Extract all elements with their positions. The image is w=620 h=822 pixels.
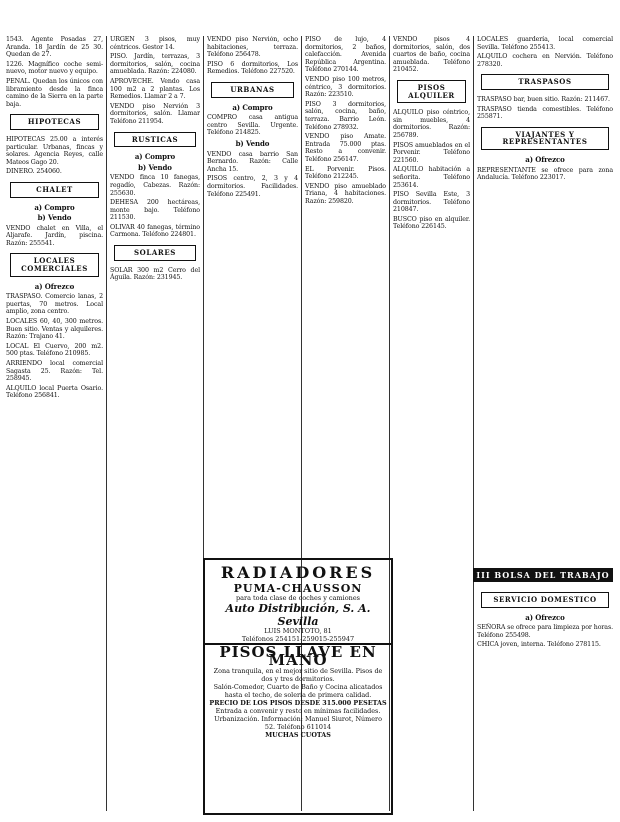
classified-ad: APROVECHE. Vendo casa 100 m2 a 2 plantas. Los Remedios. Llamar 2 a 7. bbox=[110, 77, 200, 101]
column-rule bbox=[106, 36, 107, 811]
classified-ad: PISO. Jardín, terrazas, 3 dormitorios, salón, cocina amueblada. Razón: 224080. bbox=[110, 53, 200, 76]
pisos-llave-ad bbox=[203, 643, 393, 815]
classified-ad: COMPRO casa antigua centro Sevilla. Urgente. Teléfono 214825. bbox=[207, 114, 298, 137]
subheading: a) Compro bbox=[134, 152, 176, 162]
classified-ad: VENDO piso amueblado Triana, 4 habitaciones. Razón: 259820. bbox=[305, 182, 386, 205]
classified-ad: ALQUILO habitación a señorita. Teléfono 253614. bbox=[393, 166, 470, 189]
column-5 bbox=[393, 36, 470, 551]
subheading: a) Ofrezco bbox=[525, 612, 565, 622]
section-header-urbanas: URBANAS bbox=[211, 82, 294, 98]
classified-ad: VENDO piso 100 metros, céntrico, 3 dormitorios. Razón: 223510. bbox=[305, 75, 386, 99]
section-header-servicio-domestico: SERVICIO DOMESTICO bbox=[481, 592, 609, 608]
column-1 bbox=[6, 36, 103, 811]
classified-ad: PISOS centro, 2, 3 y 4 dormitorios. Facilidades. Teléfono 225491. bbox=[207, 175, 298, 198]
classified-ad: DEHESA 200 hectáreas, monte bajo. Teléfono 211530. bbox=[110, 199, 200, 222]
ad-line: Entrada a convenir y resto en mínimas facilidades. bbox=[215, 707, 381, 715]
section-header-pisos-alquiler: PISOS ALQUILER bbox=[397, 80, 466, 103]
classified-ad: VENDO piso Nervión, ocho habitaciones, terraza. Teléfono 256478. bbox=[207, 36, 298, 59]
classified-ad: VENDO piso Amate. Entrada 75.000 ptas. Resto a convenir. Teléfono 256147. bbox=[305, 133, 386, 163]
section-header-solares: SOLARES bbox=[114, 245, 196, 261]
classified-ad: SOLAR 300 m2 Cerro del Águila. Razón: 231945. bbox=[110, 266, 200, 282]
classified-ad: LOCAL El Cuervo, 200 m2. 500 ptas. Teléfono 210985. bbox=[6, 342, 103, 358]
classifieds-page bbox=[6, 6, 614, 816]
ad-price: PRECIO DE LOS PISOS DESDE 315.000 PESETAS bbox=[209, 699, 387, 707]
classified-ad: LOCALES 60, 40, 300 metros. Buen sitio. Ventas y alquileres. Razón: Trajano 41. bbox=[6, 318, 103, 341]
classified-ad: TRASPASO bar, buen sitio. Razón: 211467. bbox=[477, 95, 610, 103]
classified-ad: SEÑORA se ofrece para limpieza por horas. Teléfono 255498. bbox=[477, 624, 613, 639]
ad-brand: PUMA-CHAUSSON bbox=[233, 582, 363, 595]
column-6-lower bbox=[477, 586, 613, 811]
section-header-viajantes: VIAJANTES Y REPRESENTANTES bbox=[481, 127, 609, 150]
classified-ad: DINERO. 254060. bbox=[6, 168, 62, 176]
column-3 bbox=[207, 36, 298, 551]
subheading: a) Ofrezco bbox=[34, 281, 75, 291]
classified-ad: ALQUILO piso céntrico, sin muebles, 4 dormitorios. Razón: 256789. bbox=[393, 109, 470, 139]
ad-info: Urbanización. Información: Manuel Siurot, Número 52. Teléfono 611014 bbox=[214, 715, 382, 731]
ad-address: LUIS MONTOTO, 81 bbox=[264, 627, 332, 635]
classified-ad: PISO 6 dormitorios, Los Remedios. Teléfono 227520. bbox=[207, 60, 298, 76]
ad-title: PISOS LLAVE EN MANO bbox=[219, 643, 377, 669]
classified-ad: TRASPASO. Comercio lanas, 2 puertas, 70 metros. Local amplio, zona centro. bbox=[6, 293, 103, 316]
section-header-locales: LOCALES COMERCIALES bbox=[10, 253, 99, 276]
classified-ad: URGEN 3 pisos, muy céntricos. Gestor 14. bbox=[110, 36, 200, 51]
classified-ad: VENDO chalet en Villa, el Aljarafe. Jardín, piscina. Razón: 255541. bbox=[6, 224, 103, 247]
section-header-rusticas: RUSTICAS bbox=[114, 132, 196, 148]
classified-ad: VENDO finca 10 fanegas, regadío, Cabezas. Razón: 255630. bbox=[110, 174, 200, 197]
classified-ad: OLIVAR 40 fanegas, término Carmona. Teléfono 224801. bbox=[110, 223, 200, 239]
classified-ad: PISO 3 dormitorios, salón, cocina, baño, terraza. Barrio León. Teléfono 278932. bbox=[305, 100, 386, 131]
classified-ad: TRASPASO tienda comestibles. Teléfono 255871. bbox=[477, 105, 613, 121]
column-2 bbox=[110, 36, 200, 811]
section-header-traspasos: TRASPASOS bbox=[481, 74, 609, 90]
ad-line: Zona tranquila, en el mejor sitio de Sevilla. Pisos de dos y tres dormitorios. bbox=[213, 667, 383, 683]
classified-ad: PENAL. Quedan los únicos con libramiento desde la finca camino de la Sierra en la parte baja. bbox=[6, 77, 103, 108]
ad-phones: Teléfonos 254151-259015-255947 bbox=[241, 634, 355, 643]
classified-ad: CHICA joven, interna. Teléfono 278115. bbox=[477, 641, 601, 649]
classified-ad: ALQUILO local Puerta Osario. Teléfono 256841. bbox=[6, 384, 103, 400]
column-6 bbox=[477, 36, 613, 561]
classified-ad: PISOS amueblados en el Porvenir. Teléfono 221560. bbox=[393, 141, 470, 164]
subheading: b) Vendo bbox=[37, 213, 72, 223]
subheading: a) Compro bbox=[34, 202, 75, 212]
subheading: b) Vendo bbox=[235, 138, 270, 148]
ad-footer: MUCHAS CUOTAS bbox=[265, 731, 331, 739]
classified-ad: VENDO casa barrio San Bernardo. Razón: Calle Ancha 15. bbox=[207, 150, 298, 173]
classified-ad: PISO Sevilla Este, 3 dormitorios. Teléfono 210847. bbox=[393, 191, 470, 214]
classified-ad: EL Porvenir. Pisos. Teléfono 212245. bbox=[305, 165, 386, 181]
ad-title: RADIADORES bbox=[220, 563, 376, 582]
classified-ad: 1226. Magnífico coche semi-nuevo, motor nuevo y equipo. bbox=[6, 60, 103, 76]
ad-line: para toda clase de coches y camiones bbox=[235, 594, 361, 602]
subheading: a) Ofrezco bbox=[525, 154, 565, 164]
classified-ad: LOCALES guardería, local comercial Sevilla. Teléfono 255413. bbox=[477, 36, 613, 51]
ad-line: Salón-Comedor, Cuarto de Baño y Cocina alicatados hasta el techo, de solería de primera calidad. bbox=[213, 683, 383, 699]
classified-ad: REPRESENTANTE se ofrece para zona Andalucía. Teléfono 223017. bbox=[477, 166, 613, 182]
column-4 bbox=[305, 36, 386, 551]
column-rule bbox=[473, 36, 474, 811]
classified-ad: HIPOTECAS 25.00 a interés particular. Urbanas, fincas y solares. Agencia Reyes, calle Mateos Gago 20. bbox=[6, 135, 103, 166]
subheading: a) Compro bbox=[232, 102, 273, 112]
section-header-chalet: CHALET bbox=[10, 182, 99, 198]
classified-ad: ARRIENDO local comercial Sagasta 25. Razón: Tel. 258945. bbox=[6, 360, 103, 383]
radiadores-ad bbox=[203, 558, 393, 645]
section-header-hipotecas: HIPOTECAS bbox=[10, 114, 99, 130]
classified-ad: BUSCO piso en alquiler. Teléfono 226145. bbox=[393, 215, 470, 231]
classified-ad: 1543. Agente Posadas 27, Aranda. 18 Jardín de 25 30. Quedan de 27. bbox=[6, 36, 103, 59]
classified-ad: ALQUILO cochera en Nervión. Teléfono 278320. bbox=[477, 53, 613, 68]
ad-company: Auto Distribución, S. A. Sevilla bbox=[225, 602, 371, 628]
classified-ad: VENDO piso Nervión 3 dormitorios, salón. Llamar Teléfono 211954. bbox=[110, 102, 200, 125]
subheading: b) Vendo bbox=[138, 162, 172, 172]
classified-ad: VENDO pisos 4 dormitorios, salón, dos cuartos de baño, cocina amueblada. Teléfono 210452. bbox=[393, 36, 470, 74]
classified-ad: PISO de lujo, 4 dormitorios, 2 baños, calefacción. Avenida República Argentina. Teléfono 270144. bbox=[305, 36, 386, 74]
bolsa-trabajo-banner: III BOLSA DEL TRABAJO bbox=[473, 568, 613, 582]
